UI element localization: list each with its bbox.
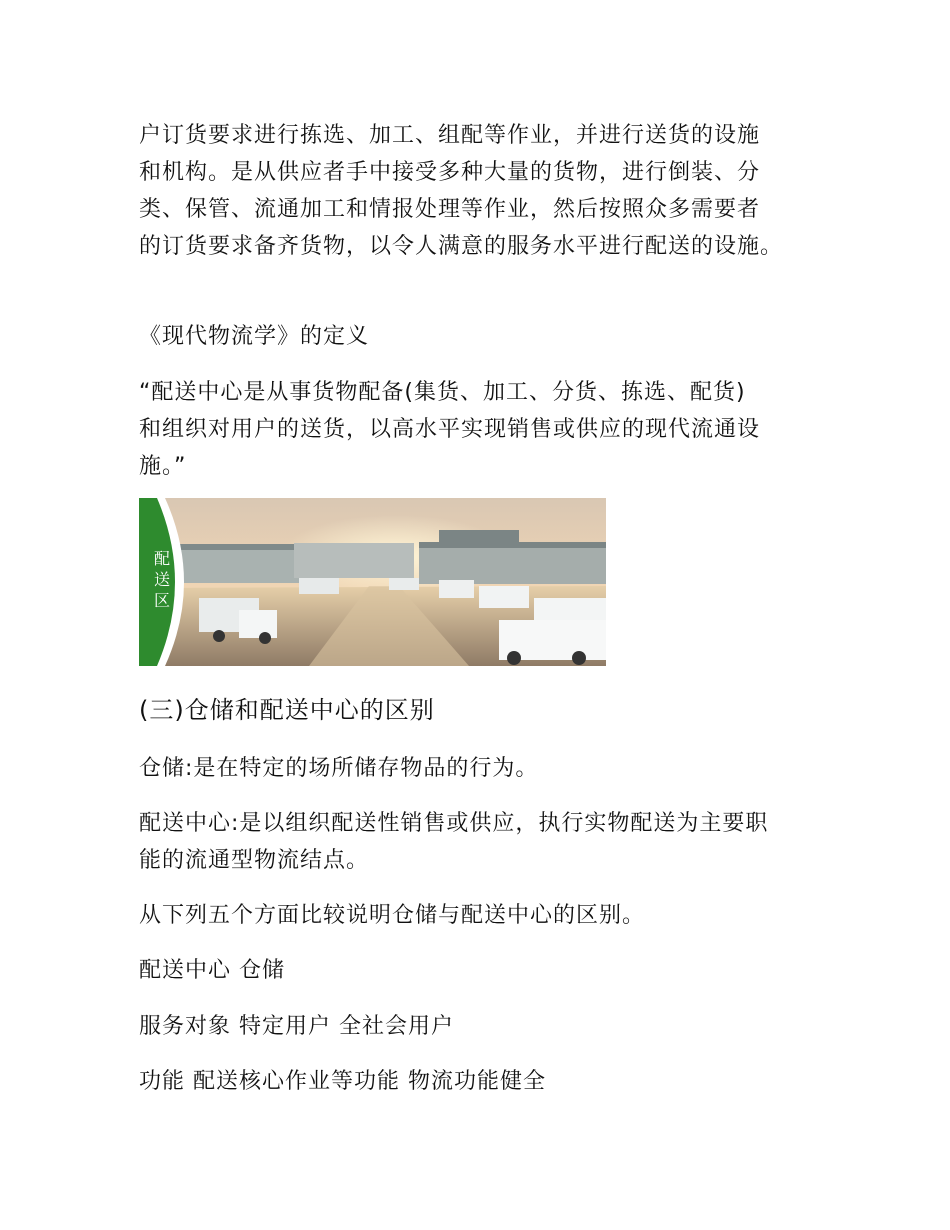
section-heading: (三)仓储和配送中心的区别 (139, 696, 435, 724)
comparison-row-service: 服务对象 特定用户 全社会用户 (139, 1014, 454, 1039)
text-line: 类、保管、流通加工和情报处理等作业，然后按照众多需要者 (139, 197, 761, 222)
distribution-area-photo (139, 498, 606, 666)
text-line: 能的流通型物流结点。 (139, 848, 370, 873)
intro-paragraph (139, 117, 819, 265)
text-line: 户订货要求进行拣选、加工、组配等作业，并进行送货的设施 (139, 123, 761, 148)
text-line: “配送中心是从事货物配备(集货、加工、分货、拣选、配货) (139, 380, 746, 405)
text-line: 的订货要求备齐货物，以令人满意的服务水平进行配送的设施。 (139, 234, 784, 259)
badge-label: 配送区 (153, 549, 170, 610)
comparison-row-function: 功能 配送核心作业等功能 物流功能健全 (139, 1069, 546, 1094)
text-line: 施。” (139, 454, 187, 479)
distribution-center-definition (139, 805, 819, 879)
comparison-header: 配送中心 仓储 (139, 958, 285, 983)
quote-paragraph (139, 374, 819, 485)
photo-illustration (139, 498, 606, 666)
text-line: 配送中心:是以组织配送性销售或供应，执行实物配送为主要职 (139, 811, 769, 836)
text-line: 和机构。是从供应者手中接受多种大量的货物，进行倒装、分 (139, 160, 761, 185)
storage-definition: 仓储:是在特定的场所储存物品的行为。 (139, 756, 539, 781)
text-line: 和组织对用户的送货，以高水平实现销售或供应的现代流通设 (139, 417, 761, 442)
book-title: 《现代物流学》的定义 (139, 324, 370, 349)
comparison-intro: 从下列五个方面比较说明仓储与配送中心的区别。 (139, 903, 646, 928)
